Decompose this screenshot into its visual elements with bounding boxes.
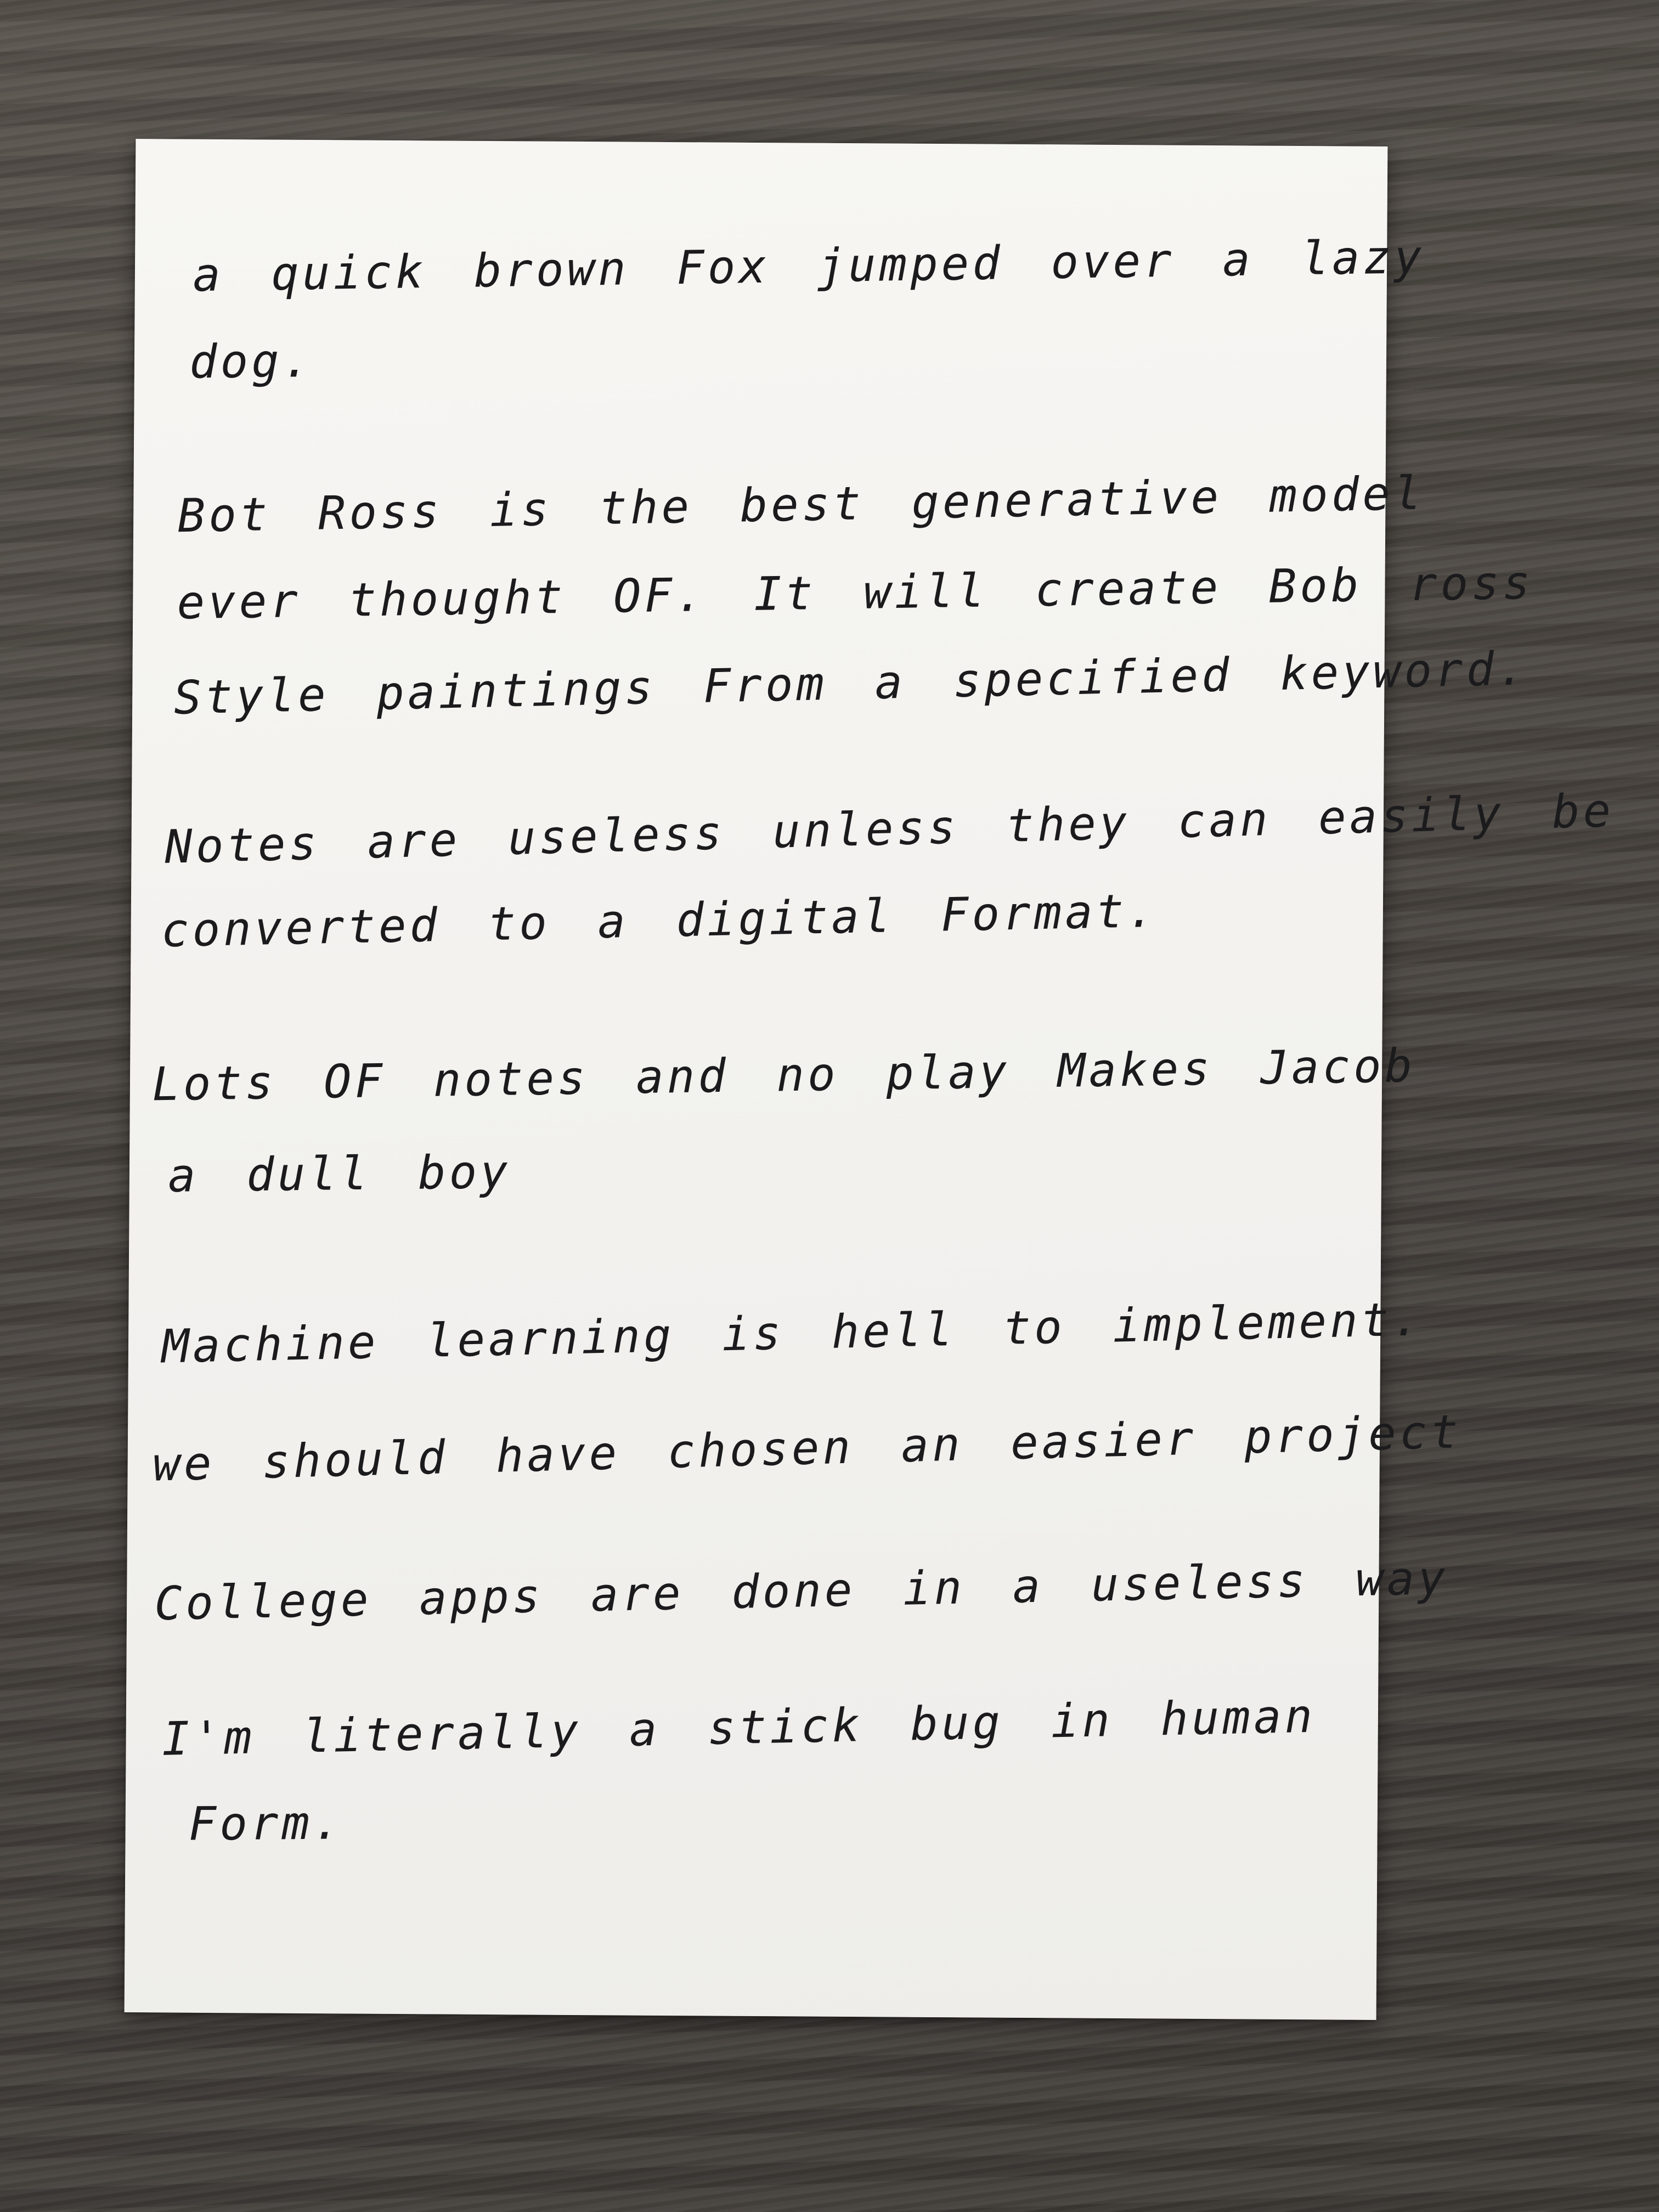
handwritten-line: ever thought OF. It will create Bob ross (176, 555, 1534, 630)
handwritten-line: Bot Ross is the best generative model (177, 466, 1425, 543)
handwritten-line: a quick brown Fox jumped over a lazy (192, 229, 1426, 302)
handwritten-line: Lots OF notes and no play Makes Jacob (151, 1039, 1416, 1111)
handwritten-line: a dull boy (167, 1144, 512, 1203)
handwritten-line: Machine learning is hell to implement. (161, 1292, 1424, 1374)
handwritten-line: converted to a digital Format. (160, 883, 1159, 958)
handwritten-line: College apps are done in a useless way (154, 1550, 1449, 1631)
handwritten-line: Notes are useless unless they can easily be (163, 783, 1615, 874)
handwritten-line: we should have chosen an easier project (152, 1404, 1463, 1492)
handwritten-line: Style paintings From a specified keyword. (173, 641, 1529, 725)
handwritten-line: Form. (188, 1796, 344, 1851)
handwritten-page (125, 139, 1615, 2020)
handwritten-line: I'm literally a stick bug in human (161, 1689, 1317, 1766)
handwritten-line: dog. (189, 334, 314, 389)
